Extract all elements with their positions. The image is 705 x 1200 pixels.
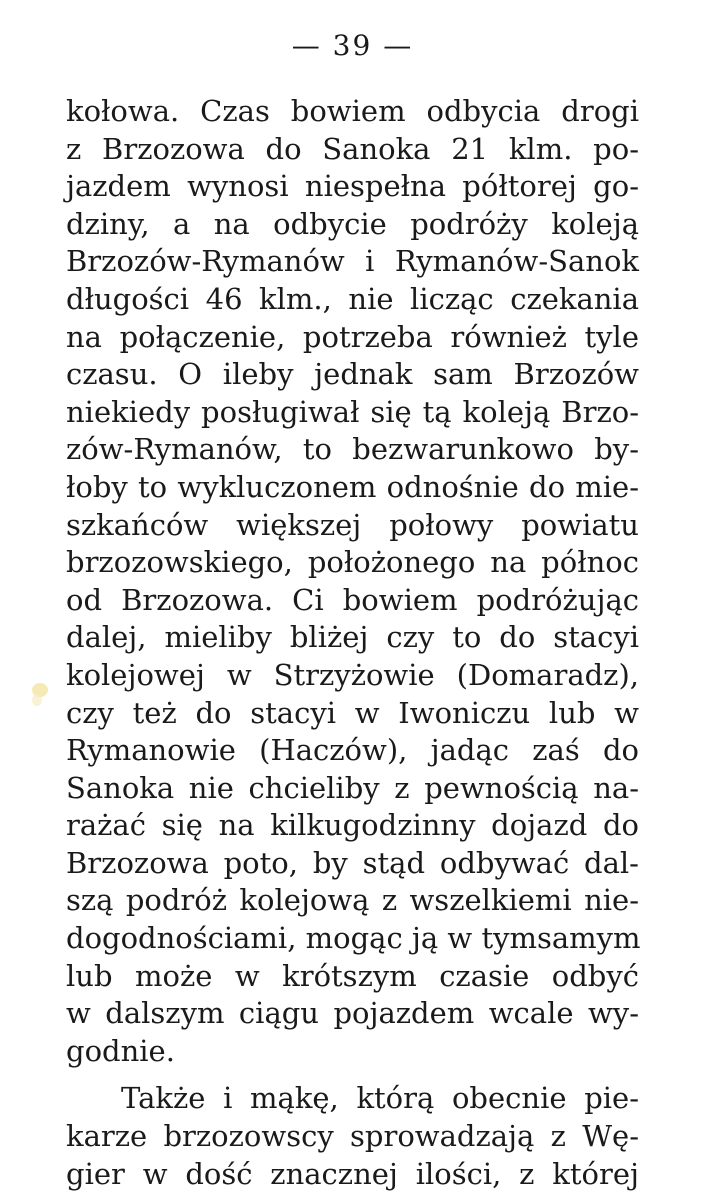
text-line: łoby to wykluczonem odnośnie do mie- [66,469,639,504]
paragraph-gap [66,1070,639,1080]
text-line: Rymanowie (Haczów), jadąc zaś do [66,733,639,768]
text-line: godnie. [66,1033,175,1068]
text-line: w dalszym ciągu pojazdem wcale wy- [66,996,639,1031]
text-line: szkańców większej połowy powiatu [66,507,639,542]
text-line: szą podróż kolejową z wszelkiemi nie- [66,883,639,918]
text-line: Brzozów-Rymanów i Rymanów-Sanok [66,244,639,279]
text-line: kołowa. Czas bowiem odbycia drogi [66,94,639,128]
text-line: od Brzozowa. Ci bowiem podróżując [66,582,639,617]
text-line: lub może w krótszym czasie odbyć [66,958,639,993]
paragraph [66,1080,639,1193]
text-line: Także i mąkę, którą obecnie pie- [121,1081,639,1116]
text-line: dziny, a na odbycie podróży koleją [66,206,639,241]
paragraph [66,93,639,1070]
text-line: jazdem wynosi niespełna półtorej go- [66,169,639,204]
page-stain [28,680,52,710]
text-line: Sanoka nie chcieliby z pewnością na- [66,770,639,805]
text-line: dalej, mieliby bliżej czy to do stacyi [66,620,639,655]
text-line: na połączenie, potrzeba również tyle [66,319,639,354]
text-line: niekiedy posługiwał się tą koleją Brzo- [66,394,639,429]
text-line: brzozowskiego, położonego na północ [66,545,639,580]
text-line: gier w dość znacznej ilości, z której [66,1156,639,1191]
body-text [66,93,639,1193]
text-line: z Brzozowa do Sanoka 21 klm. po- [66,131,639,166]
text-line: zów-Rymanów, to bezwarunkowo by- [66,432,639,467]
text-line: czasu. O ileby jednak sam Brzozów [66,357,639,392]
page-number: — 39 — [291,29,414,62]
text-line: Brzozowa poto, by stąd odbywać dal- [66,845,639,880]
text-line: kolejowej w Strzyżowie (Domaradz), [66,657,639,692]
text-line: karze brzozowscy sprowadzają z Wę- [66,1119,639,1154]
text-line: długości 46 klm., nie licząc czekania [66,281,639,316]
text-line: czy też do stacyi w Iwoniczu lub w [66,695,639,730]
text-line: rażać się na kilkugodzinny dojazd do [66,808,639,843]
text-line: dogodnościami, mogąc ją w tymsamym [66,921,641,956]
